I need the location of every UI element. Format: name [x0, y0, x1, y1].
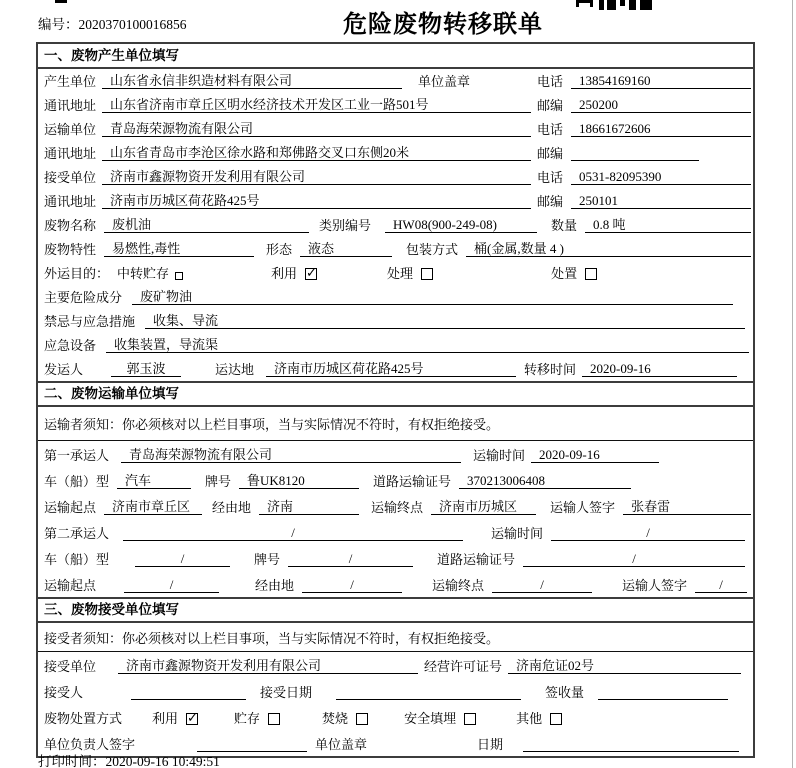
transporter-value: 青岛海荣源物流有限公司	[102, 121, 531, 137]
sign-date-value	[523, 737, 739, 752]
checkbox-disposal-landfill	[464, 713, 476, 725]
via-label: 经由地	[212, 500, 252, 515]
seal-label: 单位盖章	[418, 74, 471, 89]
row-receiver	[38, 165, 753, 189]
character-label: 废物特性	[44, 242, 97, 257]
print-time	[38, 750, 220, 768]
hazard-label: 主要危险成分	[44, 290, 123, 305]
carrier1-sign-value: 张春雷	[623, 499, 751, 515]
transport-time-label: 运输时间	[473, 448, 526, 463]
accepter-value	[131, 685, 246, 700]
zip-label: 邮编	[537, 98, 564, 113]
hazard-value: 废矿物油	[132, 289, 733, 305]
amount-value	[598, 685, 728, 700]
carrier2-origin-value: /	[124, 577, 219, 593]
checkbox-purpose-storage	[175, 272, 183, 280]
row-receiver-address	[38, 189, 753, 213]
origin-label: 运输起点	[44, 500, 97, 515]
disposal-option-landfill-label: 安全填埋	[404, 711, 457, 726]
category-value: HW08(900-249-08)	[385, 217, 537, 233]
document-number-label: 编号：	[38, 17, 79, 32]
head-sign-label: 单位负责人签字	[44, 737, 136, 752]
phone-label: 电话	[537, 122, 564, 137]
carrier1-time-value: 2020-09-16	[531, 447, 659, 463]
carrier1-via-value: 济南	[259, 499, 359, 515]
end-label: 运输终点	[371, 500, 424, 515]
carrier2-value: /	[123, 525, 463, 541]
checkbox-purpose-dispose	[585, 268, 597, 280]
producer-phone-value: 13854169160	[571, 73, 751, 89]
disposal-option-burn-label: 焚烧	[322, 711, 349, 726]
end-label: 运输终点	[432, 578, 485, 593]
checkbox-disposal-use	[186, 713, 198, 725]
transporter-notice: 运输者须知：你必须核对以上栏目事项，当与实际情况不符时，有权拒绝接受。	[38, 407, 753, 441]
destination-label: 运达地	[215, 362, 255, 377]
row-producer-address	[38, 93, 753, 117]
carrier2-permit-value: /	[523, 551, 745, 567]
print-time-label: 打印时间：	[38, 754, 106, 768]
transporter-address-value: 山东省青岛市李沧区徐水路和郑佛路交叉口东侧20米	[102, 145, 531, 161]
address-label: 通讯地址	[44, 146, 97, 161]
producer-label: 产生单位	[44, 74, 97, 89]
accepter-label: 接受人	[44, 685, 84, 700]
disposal-option-store-label: 贮存	[234, 711, 261, 726]
amount-label: 签收量	[545, 685, 585, 700]
row-taboo	[38, 309, 753, 333]
plate-label: 牌号	[205, 474, 232, 489]
row-transporter-address	[38, 141, 753, 165]
row-carrier2-vehicle	[38, 545, 753, 571]
page-edge-line	[792, 0, 793, 768]
row-carrier1-vehicle	[38, 467, 753, 493]
page-title: 危险废物转移联单	[343, 11, 543, 38]
checkbox-disposal-burn	[356, 713, 368, 725]
packing-value: 桶(金属,数量 4 )	[466, 241, 751, 257]
phone-label: 电话	[537, 74, 564, 89]
form-label: 形态	[266, 242, 293, 257]
carrier2-time-value: /	[551, 525, 745, 541]
transporter-zip-value	[571, 146, 699, 161]
row-purpose	[38, 261, 753, 285]
section2-title: 二、废物运输单位填写	[38, 381, 753, 407]
sign-date-label: 日期	[477, 737, 504, 752]
carrier2-sign-value: /	[695, 577, 747, 593]
carrier2-vehicle-value: /	[135, 551, 230, 567]
receiver-notice: 接受者须知：你必须核对以上栏目事项，当与实际情况不符时，有权拒绝接受。	[38, 623, 753, 652]
checkbox-purpose-use	[305, 268, 317, 280]
row-waste-character	[38, 237, 753, 261]
purpose-option-use-label: 利用	[271, 266, 298, 281]
receiver-address-value: 济南市历城区荷花路425号	[102, 193, 531, 209]
zip-label: 邮编	[537, 146, 564, 161]
carrier1-value: 青岛海荣源物流有限公司	[121, 447, 461, 463]
row-producer	[38, 69, 753, 93]
transport-time-label: 运输时间	[491, 526, 544, 541]
address-label: 通讯地址	[44, 194, 97, 209]
producer-address-value: 山东省济南市章丘区明水经济技术开发区工业一路501号	[102, 97, 531, 113]
waste-name-label: 废物名称	[44, 218, 97, 233]
purpose-option-dispose-label: 处置	[551, 266, 578, 281]
plate-label: 牌号	[254, 552, 281, 567]
taboo-value: 收集、导流	[145, 313, 745, 329]
vehicle-label: 车（船）型	[44, 552, 110, 567]
checkbox-purpose-treat	[421, 268, 433, 280]
carrier1-permit-value: 370213006408	[459, 473, 631, 489]
transporter-label: 运输单位	[44, 122, 97, 137]
disposal-option-other-label: 其他	[516, 711, 543, 726]
qty-value: 0.8 吨	[585, 217, 751, 233]
carrier2-label: 第二承运人	[44, 526, 110, 541]
receiver-label: 接受单位	[44, 170, 97, 185]
carrier1-end-value: 济南市历城区	[431, 499, 536, 515]
purpose-option-storage-label: 中转贮存	[117, 266, 170, 281]
transporter-sign-label: 运输人签字	[550, 500, 616, 515]
section-producer	[38, 44, 753, 381]
qty-label: 数量	[551, 218, 578, 233]
via-label: 经由地	[255, 578, 295, 593]
producer-zip-value: 250200	[571, 97, 751, 113]
row-carrier1	[38, 441, 753, 467]
section3-title: 三、废物接受单位填写	[38, 597, 753, 623]
unit-seal-label: 单位盖章	[315, 737, 368, 752]
permit-label: 道路运输证号	[437, 552, 516, 567]
license-value: 济南危证02号	[508, 658, 741, 674]
producer-value: 山东省永信非织造材料有限公司	[102, 73, 402, 89]
origin-label: 运输起点	[44, 578, 97, 593]
receiver-value: 济南市鑫源物资开发利用有限公司	[102, 169, 531, 185]
checkbox-disposal-store	[268, 713, 280, 725]
receive-unit-label: 接受单位	[44, 659, 97, 674]
transporter-phone-value: 18661672606	[571, 121, 751, 137]
carrier1-vehicle-value: 汽车	[117, 473, 191, 489]
packing-label: 包装方式	[406, 242, 459, 257]
disposal-label: 废物处置方式	[44, 711, 123, 726]
document-number-value: 2020370100016856	[78, 17, 187, 32]
row-carrier2-route	[38, 571, 753, 597]
carrier2-end-value: /	[492, 577, 592, 593]
carrier2-plate-value: /	[288, 551, 413, 567]
carrier1-label: 第一承运人	[44, 448, 110, 463]
row-equipment	[38, 333, 753, 357]
equipment-label: 应急设备	[44, 338, 97, 353]
carrier1-origin-value: 济南市章丘区	[104, 499, 202, 515]
category-label: 类别编号	[319, 218, 372, 233]
purpose-option-treat-label: 处理	[387, 266, 414, 281]
waste-name-value: 废机油	[104, 217, 309, 233]
section1-title: 一、废物产生单位填写	[38, 44, 753, 69]
checkbox-disposal-other	[550, 713, 562, 725]
row-carrier2	[38, 519, 753, 545]
shipper-label: 发运人	[44, 362, 84, 377]
form-value: 液态	[300, 241, 392, 257]
carrier2-via-value: /	[302, 577, 402, 593]
print-time-value: 2020-09-16 10:49:51	[105, 754, 220, 768]
section-receiver	[38, 597, 753, 756]
permit-label: 道路运输证号	[373, 474, 452, 489]
row-hazard	[38, 285, 753, 309]
receive-unit-value: 济南市鑫源物资开发利用有限公司	[118, 658, 418, 674]
manifest-form	[36, 42, 755, 758]
row-waste-name	[38, 213, 753, 237]
taboo-label: 禁忌与应急措施	[44, 314, 136, 329]
accept-date-value	[336, 685, 521, 700]
phone-label: 电话	[537, 170, 564, 185]
destination-value: 济南市历城区荷花路425号	[266, 361, 516, 377]
disposal-option-use-label: 利用	[152, 711, 179, 726]
print-artifact-mark	[55, 0, 67, 3]
section-transporter	[38, 381, 753, 597]
zip-label: 邮编	[537, 194, 564, 209]
row-disposal	[38, 704, 753, 730]
carrier1-plate-value: 鲁UK8120	[239, 473, 359, 489]
equipment-value: 收集装置，导流渠	[106, 337, 749, 353]
receiver-phone-value: 0531-82095390	[571, 169, 751, 185]
character-value: 易燃性,毒性	[104, 241, 254, 257]
row-accepter	[38, 678, 753, 704]
row-carrier1-route	[38, 493, 753, 519]
receiver-zip-value: 250101	[571, 193, 751, 209]
vehicle-label: 车（船）型	[44, 474, 110, 489]
purpose-label: 外运目的：	[44, 266, 110, 281]
transfer-date-value: 2020-09-16	[582, 361, 737, 377]
accept-date-label: 接受日期	[260, 685, 313, 700]
row-shipper	[38, 357, 753, 381]
transporter-sign-label: 运输人签字	[622, 578, 688, 593]
license-label: 经营许可证号	[424, 659, 503, 674]
row-transporter	[38, 117, 753, 141]
shipper-value: 郭玉波	[111, 361, 181, 377]
row-receive-unit	[38, 652, 753, 678]
transfer-date-label: 转移时间	[524, 362, 577, 377]
address-label: 通讯地址	[44, 98, 97, 113]
